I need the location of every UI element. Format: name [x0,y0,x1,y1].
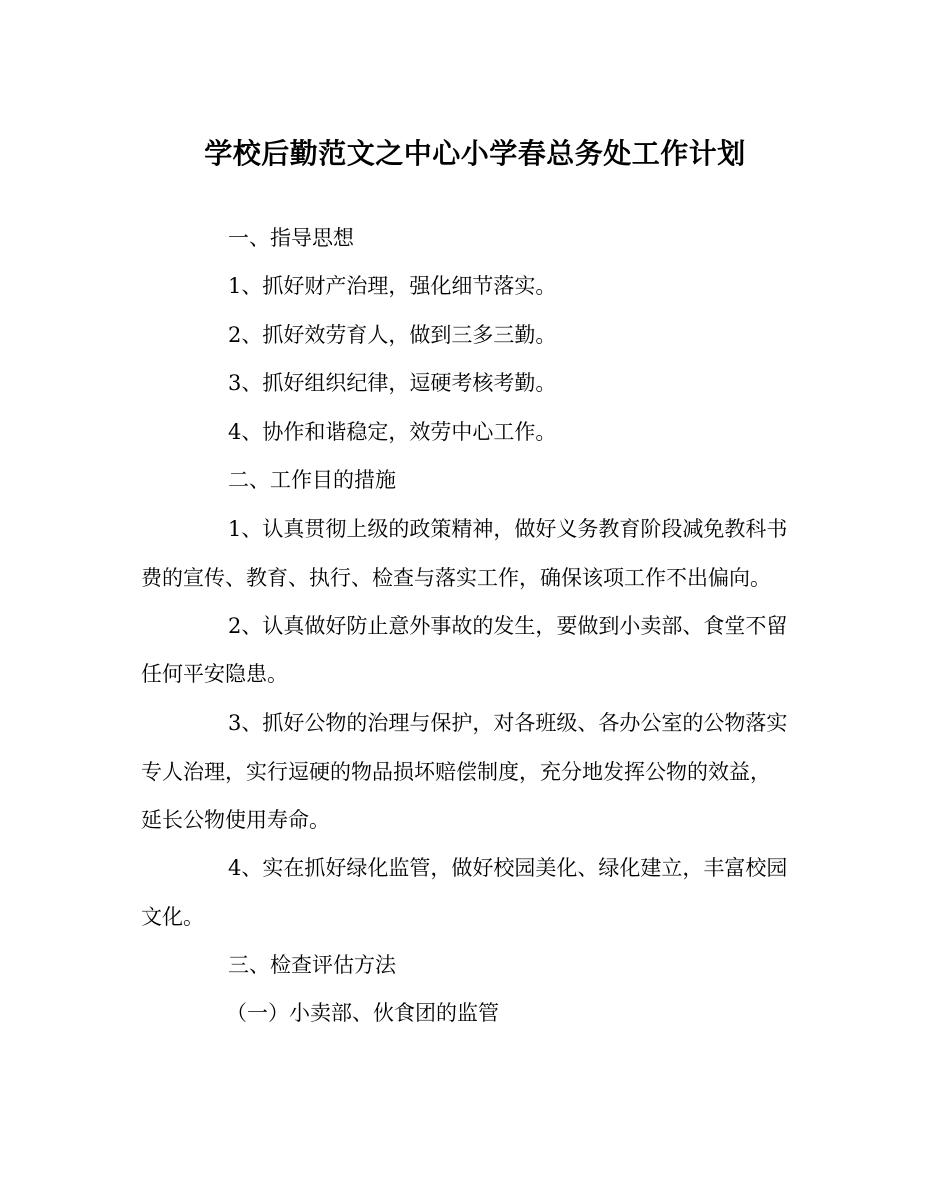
paragraph-line: 专人治理，实行逗硬的物品损坏赔偿制度，充分地发挥公物的效益， [141,760,771,784]
paragraph-line: 文化。 [141,905,204,929]
paragraph-line: 1、认真贯彻上级的政策精神，做好义务教育阶段减免教科书 [228,517,788,541]
subsection-heading: （一）小卖部、伙食团的监管 [226,1001,499,1025]
list-item: 4、协作和谐稳定，效劳中心工作。 [228,420,557,444]
section-heading-work-measures: 二、工作目的措施 [228,468,396,492]
paragraph-line: 延长公物使用寿命。 [141,808,330,832]
paragraph-line: 任何平安隐患。 [141,662,288,686]
document-title: 学校后勤范文之中心小学春总务处工作计划 [204,137,746,170]
list-item: 1、抓好财产治理，强化细节落实。 [228,274,557,298]
list-item: 3、抓好组织纪律，逗硬考核考勤。 [228,371,557,395]
list-item: 2、抓好效劳育人，做到三多三勤。 [228,323,557,347]
paragraph-line: 费的宣传、教育、执行、检查与落实工作，确保该项工作不出偏向。 [141,566,771,590]
paragraph-line: 2、认真做好防止意外事故的发生，要做到小卖部、食堂不留 [228,614,788,638]
paragraph-line: 4、实在抓好绿化监管，做好校园美化、绿化建立，丰富校园 [228,856,788,880]
section-heading-guiding-ideology: 一、指导思想 [228,226,354,250]
paragraph-line: 3、抓好公物的治理与保护，对各班级、各办公室的公物落实 [228,711,788,735]
section-heading-inspection-methods: 三、检查评估方法 [228,953,396,977]
